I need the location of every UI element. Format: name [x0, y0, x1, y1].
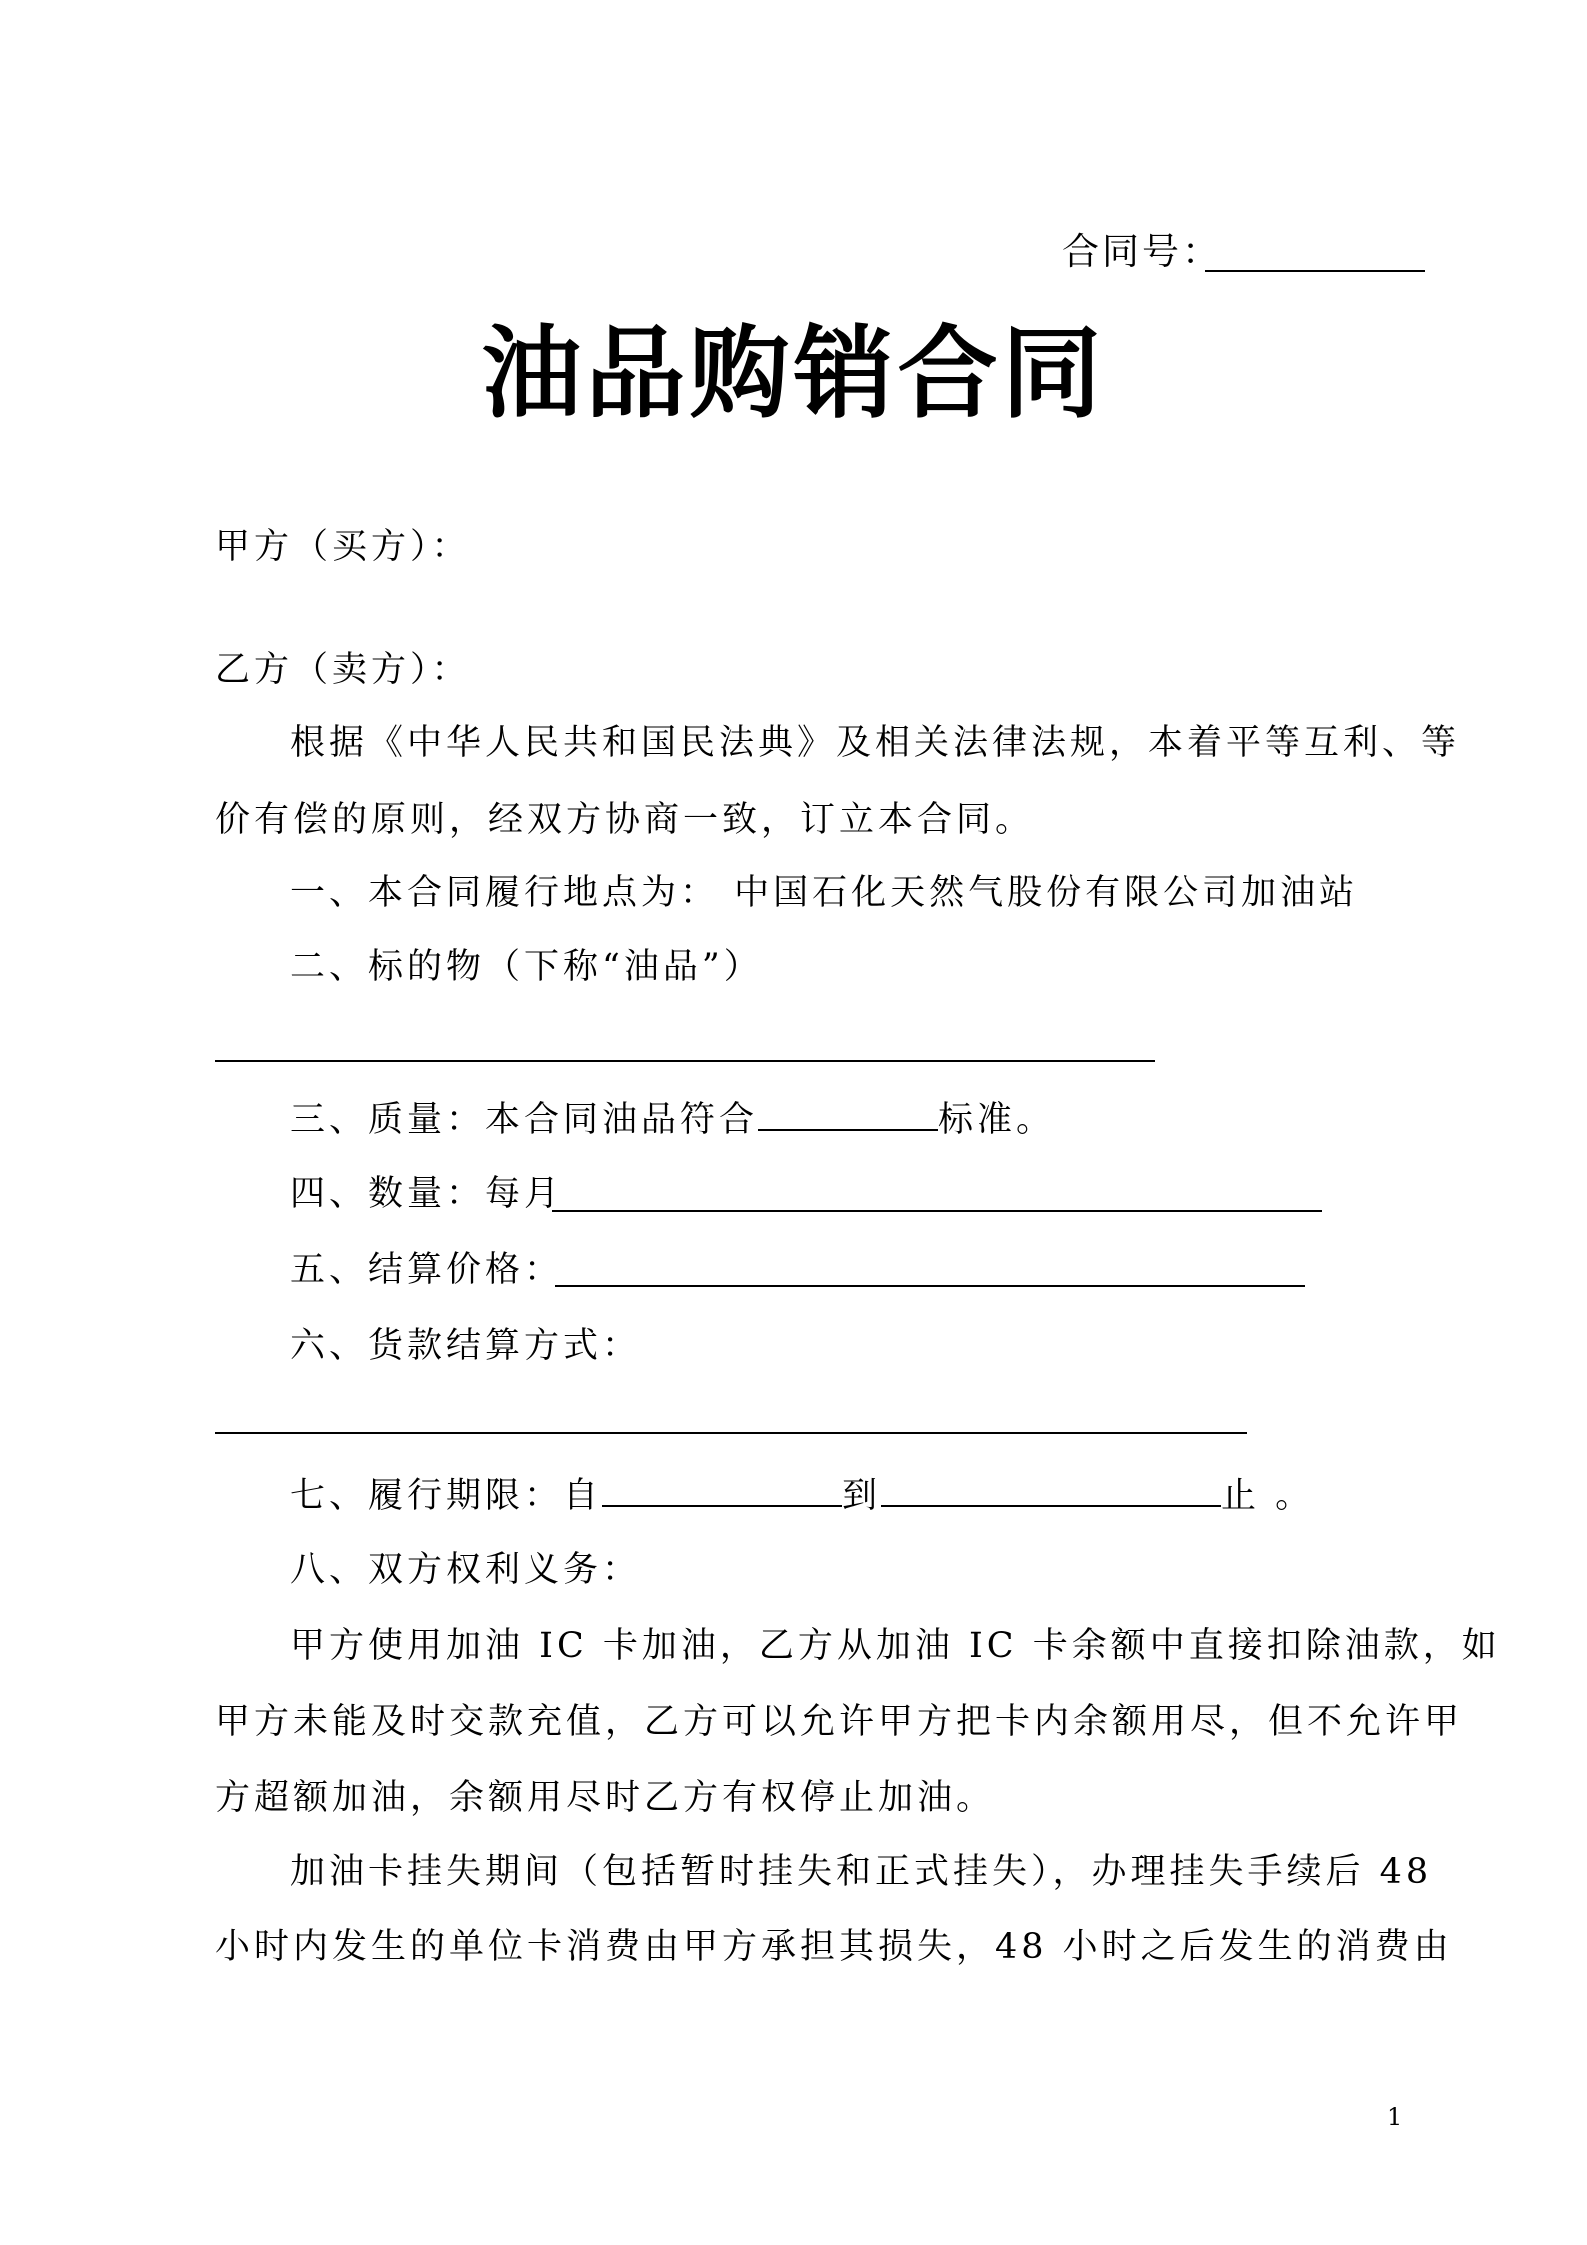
party-b-label: 乙方（卖方）：: [215, 650, 471, 690]
clause-6-settlement: 六、货款结算方式：: [290, 1326, 642, 1366]
rights-p1-line-2: 甲方未能及时交款充值，乙方可以允许甲方把卡内余额用尽，但不允许甲: [215, 1702, 1464, 1742]
clause-4-blank-line: [552, 1210, 1322, 1212]
clause-7-suffix: 止 。: [1221, 1476, 1315, 1516]
document-title: 油品购销合同: [481, 314, 1106, 432]
clause-7-end-blank: [881, 1475, 1221, 1507]
clause-5-price: 五、结算价格：: [290, 1250, 564, 1290]
clause-3-suffix: 标准。: [938, 1100, 1056, 1140]
clause-8-rights: 八、双方权利义务：: [290, 1550, 642, 1590]
clause-3-prefix: 三、质量：本合同油品符合: [290, 1100, 759, 1140]
clause-6-blank-line: [215, 1432, 1247, 1434]
clause-2-blank-line: [215, 1060, 1155, 1062]
clause-7-prefix: 七、履行期限：自: [290, 1476, 603, 1516]
contract-number-label: [1062, 232, 1222, 272]
rights-p1-line-3: 方超额加油，余额用尽时乙方有权停止加油。: [215, 1778, 996, 1818]
clause-5-blank-line: [555, 1285, 1305, 1287]
clause-7-term: [290, 1475, 1314, 1516]
page-number: 1: [1387, 2103, 1403, 2131]
clause-4-quantity: 四、数量：每月: [290, 1174, 564, 1214]
clause-1-location: 一、本合同履行地点为： 中国石化天然气股份有限公司加油站: [290, 873, 1359, 913]
clause-3-blank: [758, 1099, 938, 1131]
intro-line-2: 价有偿的原则，经双方协商一致，订立本合同。: [215, 800, 1035, 840]
contract-number-blank: [1205, 270, 1425, 272]
clause-7-to: 到: [842, 1476, 882, 1516]
clause-2-subject: 二、标的物（下称“油品”）: [290, 947, 763, 987]
rights-p2-line-1: 加油卡挂失期间（包括暂时挂失和正式挂失），办理挂失手续后 48: [290, 1852, 1433, 1892]
intro-line-1: 根据《中华人民共和国民法典》及相关法律法规，本着平等互利、等: [290, 723, 1461, 763]
rights-p2-line-2: 小时内发生的单位卡消费由甲方承担其损失，48 小时之后发生的消费由: [215, 1927, 1453, 1967]
clause-3-quality: [290, 1099, 1055, 1140]
contract-number-text: 合同号：: [1062, 230, 1222, 273]
party-a-label: 甲方（买方）：: [215, 527, 471, 567]
rights-p1-line-1: 甲方使用加油 IC 卡加油，乙方从加油 IC 卡余额中直接扣除油款，如: [290, 1626, 1501, 1666]
clause-7-start-blank: [602, 1475, 842, 1507]
